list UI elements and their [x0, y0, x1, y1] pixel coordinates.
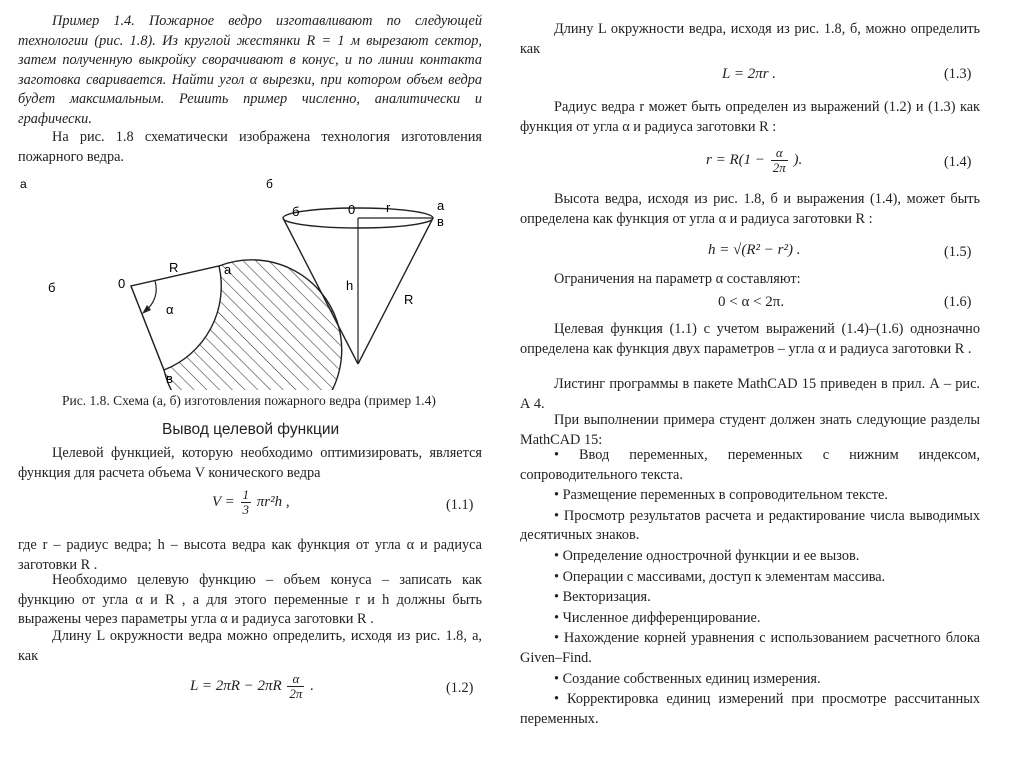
left-paragraph-3: Необходимо целевую функцию – объем конуса – записать как функцию от угла α и R , а для этого переменные r и h должны быть выражены через параметры угла α и радиуса заготовки R .	[18, 572, 482, 628]
fig-label-b: б	[266, 177, 273, 191]
right-paragraph-4: Ограничения на параметр α составляют:	[554, 271, 801, 287]
list-item: • Определение однострочной функции и ее вызов.	[554, 547, 860, 564]
eq2-lhs: L = 2πR − 2πR	[190, 677, 282, 694]
left-paragraph-2: где r – радиус ведра; h – высота ведра как функция от угла α и радиуса заготовки R .	[18, 537, 482, 573]
eq2-fraction	[287, 672, 304, 701]
list-item: • Векторизация.	[554, 589, 651, 606]
right-paragraph-5: Целевая функция (1.1) с учетом выражений (1.4)–(1.6) однозначно определена как функция двух параметров – угла α и радиуса заготовки R .	[520, 321, 980, 357]
equation-1-6: 0 < α < 2π.	[718, 294, 785, 310]
eq6-number: (1.6)	[944, 294, 972, 310]
eq2-number: (1.2)	[446, 680, 474, 696]
list-item: • Нахождение корней уравнения с использованием расчетного блока Given–Find.	[520, 630, 980, 666]
eq5-number: (1.5)	[944, 244, 972, 260]
equation-1-2	[190, 672, 314, 701]
cone-label-v: в	[437, 214, 444, 229]
list-item: • Создание собственных единиц измерения.	[554, 670, 821, 687]
cone-label-a: а	[437, 198, 445, 213]
eq1-lhs: V =	[212, 493, 235, 510]
eq1-rhs: πr²h ,	[256, 493, 290, 510]
cone-label-r: r	[386, 200, 391, 215]
list-item: • Корректировка единиц измерений при просмотре рассчитанных переменных.	[520, 691, 980, 727]
mathcad-topics-list	[520, 446, 980, 730]
section-heading: Вывод целевой функции	[162, 421, 340, 438]
list-item: • Просмотр результатов расчета и редактирование числа выводимых десятичных знаков.	[520, 507, 980, 544]
eq1-frac-num: 1	[242, 487, 250, 502]
left-paragraph-4: Длину L окружности ведра можно определить, исходя из рис. 1.8, а, как	[18, 628, 482, 664]
eq1-fraction	[241, 488, 252, 517]
list-item: • Размещение переменных в сопроводительном тексте.	[554, 487, 888, 504]
eq3-number: (1.3)	[944, 66, 972, 82]
cone-label-h: h	[346, 278, 354, 293]
circle-label-zero: 0	[118, 276, 126, 291]
eq4-rhs: ).	[793, 151, 803, 168]
equation-1-3: L = 2πr .	[722, 66, 777, 82]
equation-1-5: h = √(R² − r²) .	[708, 242, 801, 258]
circle-label-R: R	[169, 260, 179, 275]
fig-label-a: а	[20, 177, 27, 191]
right-paragraph-6: Листинг программы в пакете MathCAD 15 приведен в прил. А – рис. А 4.	[520, 376, 980, 412]
equation-1-4	[706, 146, 802, 175]
right-paragraph-3: Высота ведра, исходя из рис. 1.8, б и выражения (1.4), может быть определена как функция от угла α и радиуса заготовки R :	[520, 191, 980, 227]
eq2-rhs: .	[310, 677, 314, 694]
cone-right-side	[358, 218, 433, 364]
right-paragraph-2: Радиус ведра r может быть определен из выражений (1.2) и (1.3) как функция от угла α и радиуса заготовки R :	[520, 99, 980, 135]
figure-svg	[14, 172, 484, 390]
eq4-frac-num: α	[771, 146, 788, 161]
eq1-frac-den: 3	[242, 502, 250, 517]
cone-label-b: б	[292, 204, 300, 219]
eq4-number: (1.4)	[944, 154, 972, 170]
left-paragraph-1: Целевой функцией, которую необходимо оптимизировать, является функция для расчета объема V конического ведра	[18, 445, 482, 481]
intro-paragraph: На рис. 1.8 схематически изображена технология изготовления пожарного ведра.	[18, 129, 482, 165]
circle-label-a: a	[224, 262, 232, 277]
circle-label-v: в	[166, 371, 173, 386]
list-item: • Ввод переменных, переменных с нижним индексом, сопроводительного текста.	[520, 447, 980, 483]
list-item: • Численное дифференцирование.	[554, 609, 761, 626]
figure-caption: Рис. 1.8. Схема (а, б) изготовления пожарного ведра (пример 1.4)	[62, 393, 436, 408]
eq4-lhs: r = R(1 −	[706, 151, 765, 168]
right-paragraph-7: При выполнении примера студент должен знать следующие разделы MathCAD 15:	[520, 412, 980, 448]
equation-1-1	[212, 488, 290, 517]
circle-label-alpha: α	[166, 302, 174, 317]
circle-label-b: б	[48, 280, 56, 295]
list-item: • Операции с массивами, доступ к элементам массива.	[554, 568, 886, 585]
eq4-fraction	[771, 146, 788, 175]
cone-label-R: R	[404, 292, 414, 307]
eq2-frac-den: 2π	[289, 686, 303, 701]
figure-1-8	[14, 172, 484, 390]
eq1-number: (1.1)	[446, 497, 474, 513]
eq2-frac-num: α	[287, 672, 304, 687]
eq4-frac-den: 2π	[772, 160, 786, 175]
cone-label-zero: 0	[348, 202, 356, 217]
right-paragraph-1: Длину L окружности ведра, исходя из рис. 1.8, б, можно определить как	[520, 21, 980, 57]
circle-blank	[131, 260, 342, 390]
example-intro: Пример 1.4. Пожарное ведро изготавливают по следующей технологии (рис. 1.8). Из круглой жестянки R = 1 м вырезают сектор, затем полученную выкройку сворачивают в конус, и по линии контакта заготовка сваривается. Найти угол α вырезки, при котором объем ведра будет максимальным. Решить пример численно, аналитически и графически.	[18, 13, 482, 127]
